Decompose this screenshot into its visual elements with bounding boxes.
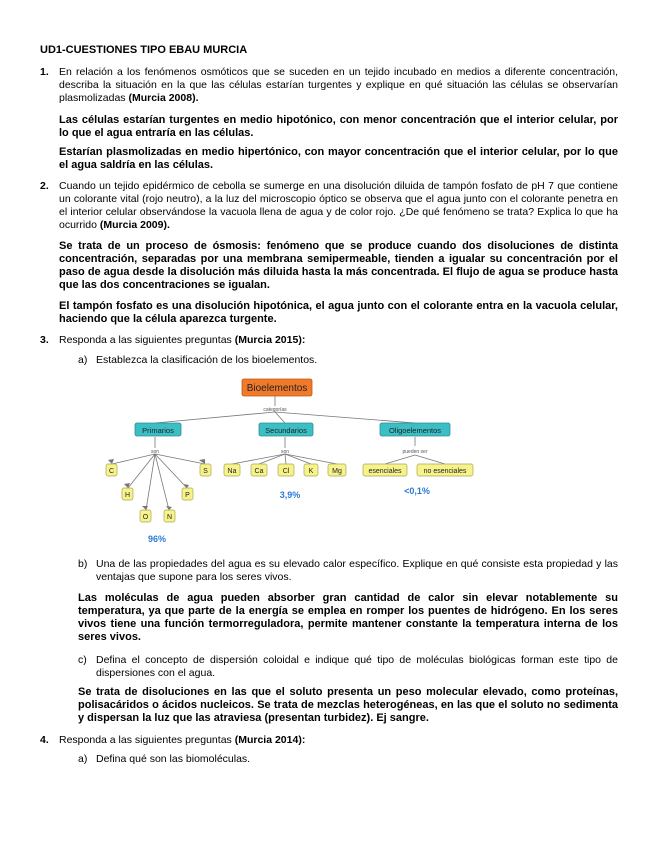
sub-text: Establezca la clasificación de los bioelementos.: [96, 354, 318, 366]
question-2: [40, 180, 618, 232]
question-number: 4.: [40, 734, 49, 746]
sub-label: a): [78, 354, 88, 366]
question-1: [40, 66, 618, 105]
question-4: [40, 734, 618, 747]
element-n: N: [166, 514, 173, 521]
answer-3b: Las moléculas de agua pueden absorber gran cantidad de calor sin elevar notablemente su temperatura, ya que parte de la energía se emplea en romper los puentes de hidrógeno. En los seres vivos tiene una función termorreguladora, permite mantener constante la temperatura interna de los seres vivos.: [78, 592, 618, 643]
percentage-secundarios: 3,9%: [279, 490, 301, 500]
sub-label: a): [78, 753, 88, 765]
page-title: UD1-CUESTIONES TIPO EBAU MURCIA: [40, 44, 248, 56]
category-secundarios-label: Secundarios: [265, 426, 307, 435]
element-p: P: [185, 492, 190, 499]
question-number: 2.: [40, 180, 49, 192]
element-o: O: [142, 514, 149, 521]
question-text: Cuando un tejido epidérmico de cebolla se sumerge en una disolución diluida de tampón fosfato de pH 7 que contiene un colorante vital (rojo neutro), a la luz del microscopio óptico se observa que el agua junto con el colorante penetra en el interior celular observándose la vacuola llena de agua y de color rojo. ¿De qué fenómeno se trata? Explica lo que ha ocurrido (Murcia 2009).: [59, 180, 618, 231]
question-3c: [78, 654, 618, 680]
element-c: C: [108, 468, 115, 475]
element-ca: Ca: [254, 468, 264, 475]
question-4a: [78, 753, 618, 766]
question-3a: [78, 354, 618, 367]
percentage-oligoelementos: <0,1%: [404, 486, 430, 496]
percentage-primarios: 96%: [147, 534, 167, 544]
question-number: 1.: [40, 66, 49, 78]
root-label: Bioelementos: [246, 383, 308, 394]
question-number: 3.: [40, 334, 49, 346]
sub-text: Defina qué son las biomoléculas.: [96, 753, 251, 765]
question-text: Responda a las siguientes preguntas (Murcia 2014):: [59, 734, 306, 746]
sub-text: Defina el concepto de dispersión coloidal e indique qué tipo de moléculas biológicas forman este tipo de dispersiones con el agua.: [96, 654, 618, 679]
element-s: S: [203, 468, 208, 475]
question-3b: [78, 558, 618, 584]
element-k: K: [308, 468, 314, 475]
answer-1b: Estarían plasmolizadas en medio hipertónico, con mayor concentración que el interior celular, por lo que el agua saldría en las células.: [59, 146, 618, 171]
link-label-pueden-ser: pueden ser: [402, 449, 428, 455]
answer-2b: El tampón fosfato es una disolución hipotónica, el agua junto con el colorante entra en la vacuola celular, haciendo que la célula aparezca turgente.: [59, 300, 618, 325]
answer-3c: Se trata de disoluciones en las que el soluto presenta un peso molecular elevado, como proteínas, polisacáridos o ácidos nucleicos. Se trata de mezclas heterogéneas, en las que el soluto no sedimenta y dispersan la luz que las atraviesa (presentan turbidez). Ej sangre.: [78, 686, 618, 724]
element-cl: Cl: [282, 468, 290, 475]
category-primarios-label: Primarios: [142, 426, 174, 435]
question-text: En relación a los fenómenos osmóticos que se suceden en un tejido incubado en medios a diferente concentración, describa la situación en la que las células estarían turgentes y explique en qué situación las células se observarían plasmolizadas (Murcia 2008).: [59, 66, 618, 104]
bioelements-concept-map: [95, 376, 485, 552]
oligo-no-esenciales: no esenciales: [423, 468, 467, 475]
sub-label: c): [78, 654, 87, 666]
link-label-son: son: [150, 449, 160, 455]
element-mg: Mg: [332, 468, 342, 475]
link-label-son: son: [280, 449, 290, 455]
sub-label: b): [78, 558, 88, 570]
element-h: H: [124, 492, 131, 499]
sub-text: Una de las propiedades del agua es su elevado calor específico. Explique en qué consiste esta propiedad y las ventajas que supone para los seres vivos.: [96, 558, 618, 583]
element-na: Na: [227, 468, 237, 475]
answer-1a: Las células estarían turgentes en medio hipotónico, con menor concentración que el interior celular, por lo que el agua entraría en las células.: [59, 114, 618, 139]
oligo-esenciales: esenciales: [368, 468, 402, 475]
category-oligoelementos-label: Oligoelementos: [388, 426, 442, 435]
answer-2a: Se trata de un proceso de ósmosis: fenómeno que se produce cuando dos disoluciones de distinta concentración, separadas por una membrana semipermeable, tienden a igualar su concentración por el paso de agua desde la disolución más diluida hasta la más concentrada. El flujo de agua se produce hasta que las dos concentraciones se igualan.: [59, 240, 618, 291]
root-link-label: categorías: [263, 407, 287, 413]
question-text: Responda a las siguientes preguntas (Murcia 2015):: [59, 334, 306, 346]
question-3: [40, 334, 618, 347]
